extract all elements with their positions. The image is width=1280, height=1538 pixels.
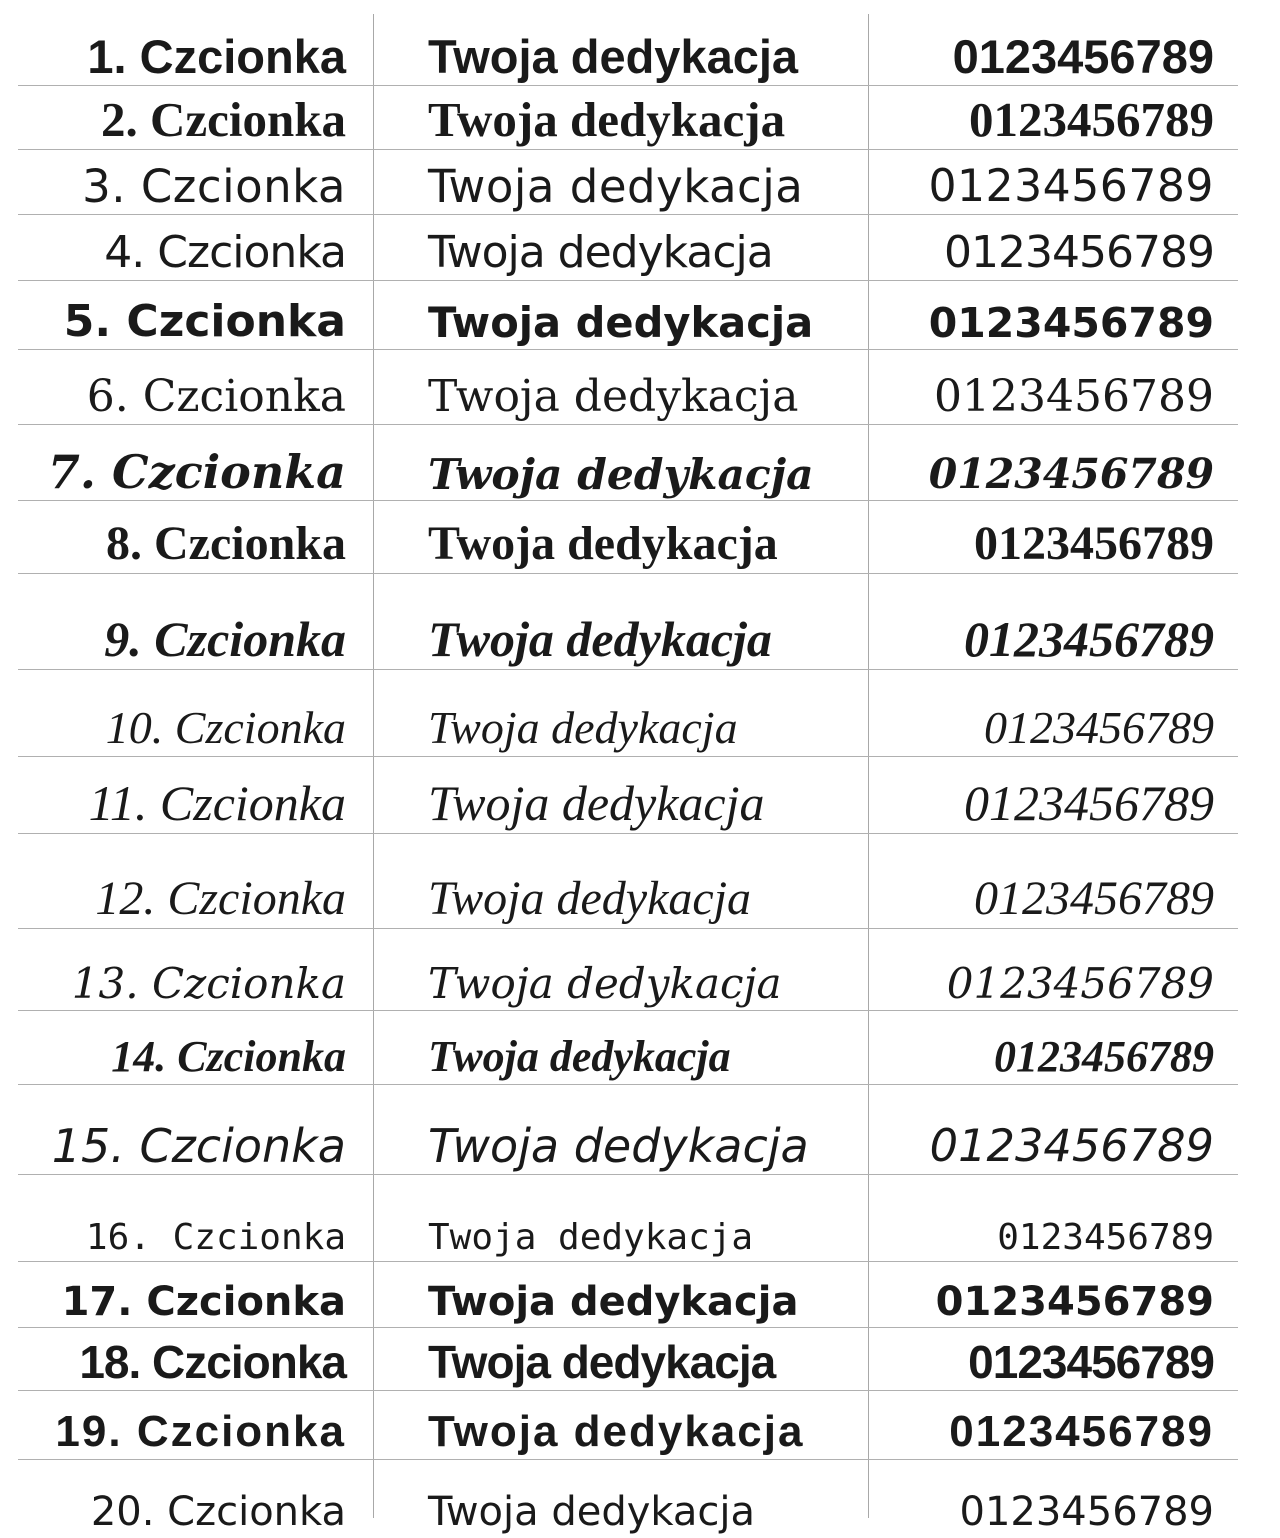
font-name: Czcionka [154, 517, 346, 570]
font-number: 5. [63, 296, 112, 347]
font-name-cell [55, 1407, 346, 1456]
dedication-sample: Twoja dedykacja [428, 702, 738, 753]
font-number: 3. [82, 160, 126, 213]
font-number: 2. [101, 92, 138, 147]
dedication-sample: Twoja dedykacja [428, 227, 773, 278]
font-name: Czcionka [151, 959, 346, 1008]
font-name-cell [101, 92, 346, 147]
dedication-sample: Twoja dedykacja [428, 517, 778, 570]
font-sample-row [0, 1262, 1280, 1328]
digits-sample: 0123456789 [968, 1336, 1214, 1388]
font-name: Czcionka [136, 1407, 346, 1456]
font-name: Czcionka [126, 296, 346, 347]
font-name-cell [51, 1119, 346, 1173]
font-sample-row [0, 425, 1280, 501]
digits-sample: 0123456789 [929, 1120, 1214, 1173]
font-sample-row [0, 86, 1280, 150]
font-name-cell [86, 371, 346, 422]
font-sample-row [0, 574, 1280, 670]
digits-sample: 0123456789 [928, 450, 1214, 498]
font-sample-row [0, 757, 1280, 834]
dedication-sample: Twoja dedykacja [428, 1336, 776, 1388]
font-sample-row [0, 1085, 1280, 1175]
dedication-sample: Twoja dedykacja [428, 371, 799, 422]
font-number: 1. [87, 30, 127, 83]
digits-sample: 0123456789 [944, 227, 1214, 278]
digits-sample: 0123456789 [959, 1489, 1214, 1535]
font-name-cell [90, 1489, 346, 1535]
dedication-sample: Twoja dedykacja [428, 1119, 809, 1173]
digits-sample: 0123456789 [997, 1217, 1214, 1258]
font-name: Czcionka [167, 1489, 346, 1535]
font-name-cell [63, 296, 346, 347]
font-name: Czcionka [111, 445, 346, 499]
font-name-cell [79, 1336, 346, 1388]
font-name-cell [61, 1279, 346, 1325]
font-name: Czcionka [154, 611, 346, 667]
font-number: 19. [55, 1407, 123, 1456]
dedication-sample: Twoja dedykacja [428, 775, 765, 831]
font-name: Czcionka [152, 1336, 346, 1388]
digits-sample: 0123456789 [935, 1279, 1214, 1325]
font-number: 8. [106, 517, 142, 570]
font-sample-row [0, 501, 1280, 574]
font-name-cell [47, 445, 346, 499]
font-name: Czcionka [140, 160, 346, 213]
font-number: 16. [85, 1217, 151, 1258]
font-number: 11. [88, 775, 148, 831]
dedication-sample: Twoja dedykacja [428, 611, 772, 667]
dedication-sample: Twoja dedykacja [428, 160, 804, 213]
digits-sample: 0123456789 [964, 775, 1214, 831]
font-number: 6. [86, 371, 129, 422]
digits-sample: 0123456789 [952, 30, 1214, 83]
font-name-cell [106, 517, 346, 570]
font-name: Czcionka [139, 30, 346, 83]
digits-sample: 0123456789 [964, 611, 1214, 667]
font-sample-row [0, 14, 1280, 86]
font-name-cell [111, 1032, 346, 1081]
digits-sample: 0123456789 [969, 92, 1214, 147]
dedication-sample: Twoja dedykacja [428, 959, 782, 1008]
dedication-sample: Twoja dedykacja [428, 1217, 754, 1258]
dedication-sample: Twoja dedykacja [428, 1279, 799, 1325]
digits-sample: 0123456789 [934, 371, 1214, 422]
font-name-cell [104, 611, 346, 667]
digits-sample: 0123456789 [994, 1032, 1214, 1081]
font-name: Czcionka [139, 1119, 346, 1173]
font-name-cell [87, 30, 346, 83]
digits-sample: 0123456789 [984, 702, 1214, 753]
font-name-cell [95, 872, 346, 925]
font-sample-row [0, 834, 1280, 929]
font-number: 18. [79, 1336, 141, 1388]
font-name: Czcionka [167, 872, 346, 925]
font-name: Czcionka [146, 1279, 346, 1325]
font-sample-row [0, 1328, 1280, 1391]
font-number: 7. [47, 445, 96, 499]
dedication-sample: Twoja dedykacja [428, 1032, 731, 1081]
font-name: Czcionka [177, 1032, 346, 1081]
dedication-sample: Twoja dedykacja [428, 1489, 755, 1535]
font-name-cell [85, 1217, 346, 1258]
font-number: 10. [105, 702, 164, 753]
digits-sample: 0123456789 [928, 299, 1214, 347]
dedication-sample: Twoja dedykacja [428, 872, 752, 925]
font-number: 20. [90, 1489, 155, 1535]
dedication-sample: Twoja dedykacja [428, 30, 799, 83]
font-sample-row [0, 1175, 1280, 1262]
font-number: 13. [71, 959, 139, 1008]
font-name-cell [71, 959, 346, 1008]
dedication-sample: Twoja dedykacja [428, 1407, 805, 1456]
dedication-sample: Twoja dedykacja [428, 448, 814, 499]
font-name-cell [105, 702, 346, 753]
font-name: Czcionka [174, 702, 346, 753]
digits-sample: 0123456789 [974, 517, 1214, 570]
font-number: 4. [104, 227, 145, 278]
font-name: Czcionka [142, 371, 346, 422]
font-name: Czcionka [150, 92, 346, 147]
font-name: Czcionka [172, 1217, 346, 1258]
font-number: 12. [95, 872, 156, 925]
font-sample-row [0, 215, 1280, 281]
font-number: 15. [51, 1119, 125, 1173]
dedication-sample: Twoja dedykacja [428, 298, 814, 348]
font-sample-row [0, 350, 1280, 425]
font-sample-row [0, 150, 1280, 215]
dedication-sample: Twoja dedykacja [428, 92, 786, 147]
font-name-cell [104, 227, 346, 278]
digits-sample: 0123456789 [928, 160, 1214, 212]
font-sample-row [0, 929, 1280, 1011]
font-number: 14. [111, 1032, 167, 1081]
font-name: Czcionka [157, 227, 346, 278]
digits-sample: 0123456789 [974, 872, 1214, 925]
digits-sample: 0123456789 [946, 959, 1214, 1008]
font-sample-row [0, 670, 1280, 757]
font-name: Czcionka [159, 775, 346, 831]
digits-sample: 0123456789 [949, 1407, 1214, 1456]
font-number: 17. [61, 1279, 133, 1325]
font-name-cell [82, 160, 346, 213]
font-name-cell [88, 775, 346, 831]
font-sample-row [0, 1391, 1280, 1460]
font-number: 9. [104, 611, 142, 667]
font-sample-row [0, 281, 1280, 350]
font-sample-row [0, 1460, 1280, 1538]
font-sample-row [0, 1011, 1280, 1085]
